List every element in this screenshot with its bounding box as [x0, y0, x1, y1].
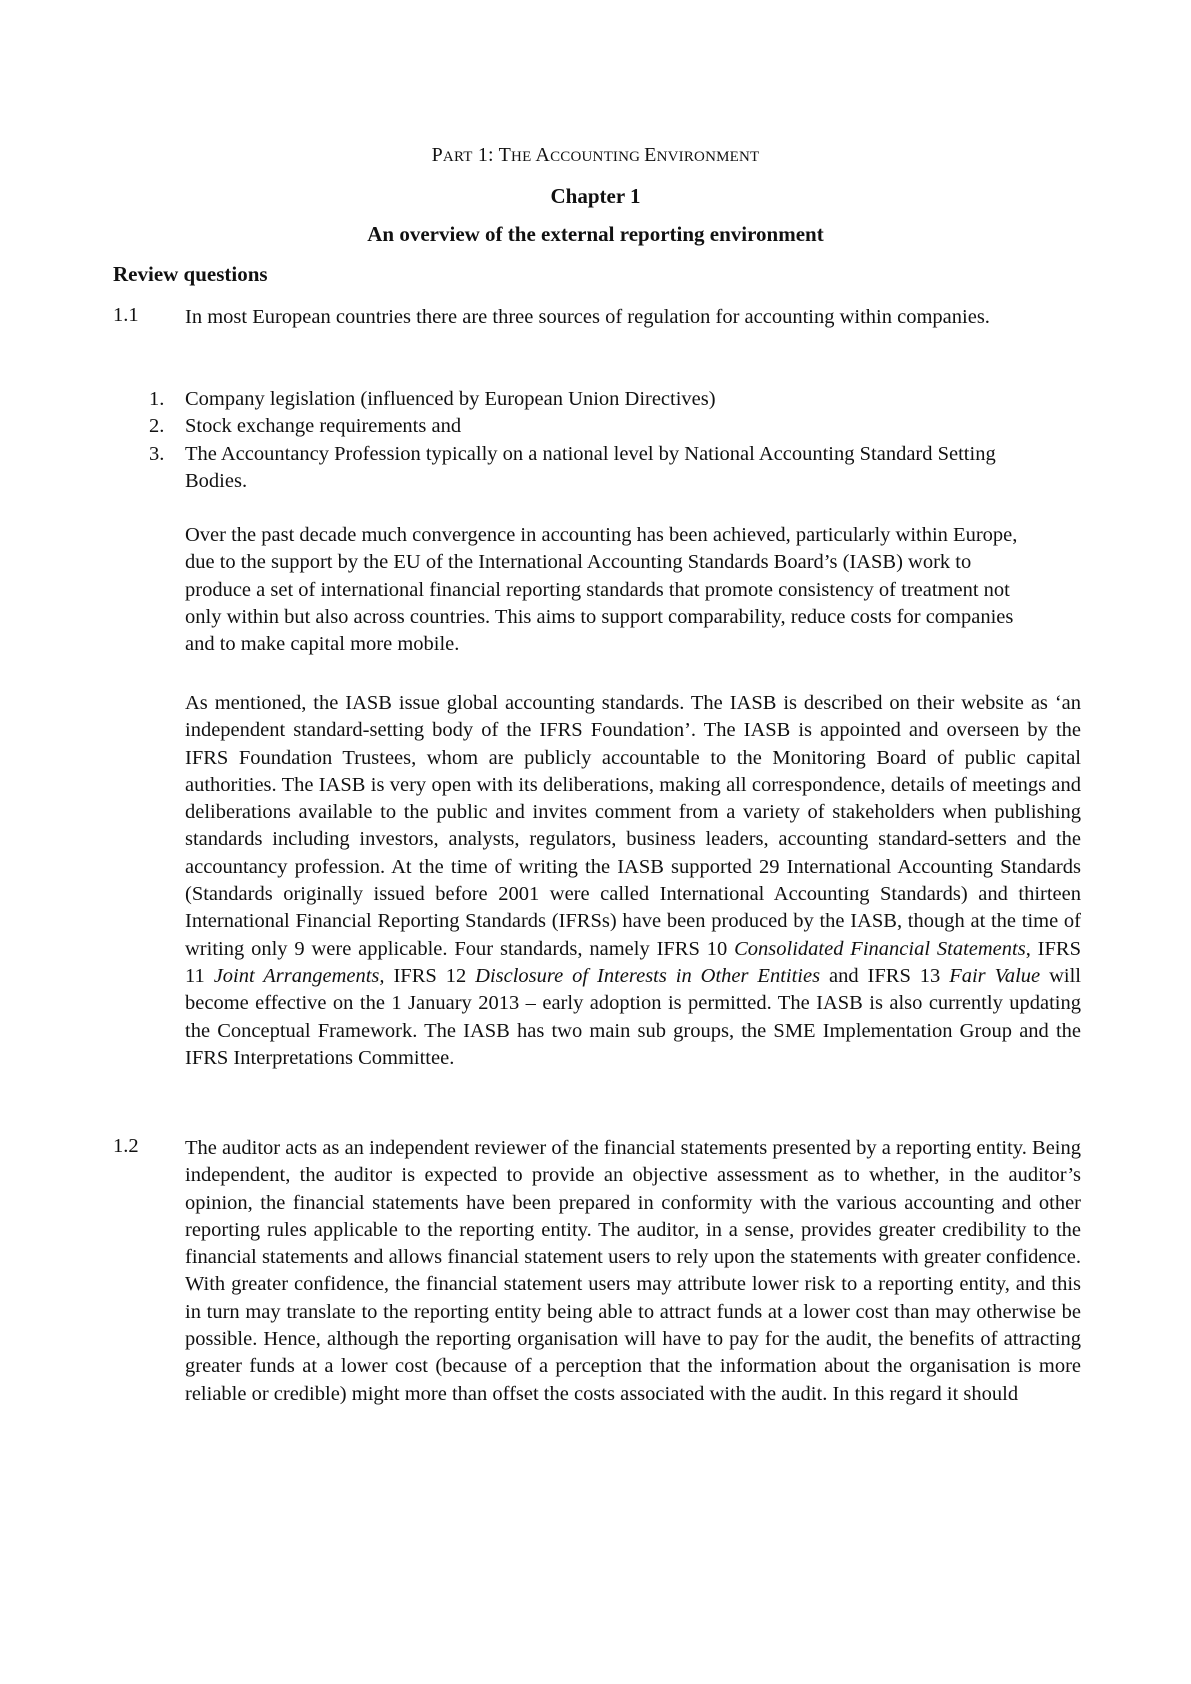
list-item [140, 413, 1081, 440]
standard-title: Fair Value [949, 964, 1041, 987]
part-heading-word-environment-rest: NVIRONMENT [656, 149, 760, 165]
standard-title: Disclosure of Interests in Other Entities [475, 964, 821, 987]
part-heading-word-accounting-rest: CCOUNTING [550, 149, 645, 165]
list-item-number: 2. [149, 415, 165, 438]
auditor-paragraph: The auditor acts as an independent reviewer of the financial statements presented by a reporting entity. Being independent, the auditor is expected to provide an objective assessment as to whether, in the auditor’s opinion, the financial statements have been prepared in conformity with the various accounting and other reporting rules applicable to the reporting entity. The auditor, in a sense, provides greater credibility to the financial statements and allows financial statement users to rely upon the statements with greater confidence. With greater confidence, the financial statement users may attribute lower risk to a reporting entity, and this in turn may translate to the reporting entity being able to attract funds at a lower cost than may otherwise be possible. Hence, although the reporting organisation will have to pay for the audit, the benefits of attracting greater funds at a lower cost (because of a perception that the information about the organisation is more reliable or credible) might more than offset the costs associated with the audit. In this regard it should [185, 1137, 1081, 1405]
list-item-number: 3. [149, 442, 165, 465]
iasb-paragraph-text: , IFRS 11 [185, 937, 1081, 987]
list-item-text: The Accountancy Profession typically on a national level by National Accounting Standard Setting Bodies. [185, 442, 996, 492]
iasb-paragraph-text: and IFRS 13 [820, 964, 950, 987]
question-number: 1.1 [113, 304, 139, 326]
iasb-paragraph-text: IFRS 12 [384, 964, 476, 987]
part-heading-word-the-initial: T [498, 144, 512, 166]
iasb-paragraph [185, 690, 1081, 1072]
list-item [140, 386, 1081, 413]
list-item [140, 441, 1081, 496]
question-intro: In most European countries there are three sources of regulation for accounting within companies. [185, 306, 990, 328]
iasb-paragraph-text: As mentioned, the IASB issue global accounting standards. The IASB is described on their website as ‘an independent standard-setting body of the IFRS Foundation’. The IASB is appointed and overseen by the IFRS Foundation Trustees, whom are publicly accountable to the Monitoring Board of public capital authorities. The IASB is very open with its deliberations, making all correspondence, details of meetings and deliberations available to the public and invites comment from a variety of stakeholders when publishing standards including investors, analysts, regulators, business leaders, accounting standard-setters and the accountancy profession. At the time of writing the IASB supported 29 International Accounting Standards (Standards originally issued before 2001 were called International Accounting Standards) and thirteen International Financial Reporting Standards (IFRSs) have been produced by the IASB, though at the time of writing only 9 were applicable. Four standards, namely IFRS 10 [185, 692, 1081, 960]
chapter-heading: Chapter 1 [550, 184, 641, 208]
chapter-subtitle: An overview of the external reporting environment [367, 222, 824, 246]
standard-title: Joint Arrangements, [213, 964, 385, 987]
part-heading-word-accounting-initial: A [535, 144, 551, 166]
sources-list [140, 386, 1081, 495]
question-number: 1.2 [113, 1135, 139, 1157]
list-item-number: 1. [149, 388, 165, 410]
part-heading-word-the-rest: HE [511, 149, 536, 165]
part-heading [0, 144, 1191, 167]
section-heading: Review questions [113, 262, 268, 286]
part-heading-word-part-initial: P [431, 144, 443, 166]
part-heading-number: 1: [472, 144, 499, 166]
standard-title: Consolidated Financial Statements [734, 937, 1026, 960]
convergence-paragraph: Over the past decade much convergence in accounting has been achieved, particularly within Europe, due to the support by the EU of the International Accounting Standards Board’s (IASB) work to produce a set of international financial reporting standards that promote consistency of treatment not only within but also across countries. This aims to support comparability, reduce costs for companies and to make capital more mobile. [185, 524, 1018, 656]
list-item-text: Stock exchange requirements and [185, 415, 462, 438]
list-item-text: Company legislation (influenced by European Union Directives) [185, 388, 716, 410]
iasb-paragraph-text: will become effective on the 1 January 2013 – early adoption is permitted. The IASB is also currently updating the Conceptual Framework. The IASB has two main sub groups, the SME Implementation Group and the IFRS Interpretations Committee. [185, 964, 1081, 1069]
part-heading-word-environment-initial: E [644, 144, 657, 166]
part-heading-word-part-rest: ART [442, 149, 473, 165]
